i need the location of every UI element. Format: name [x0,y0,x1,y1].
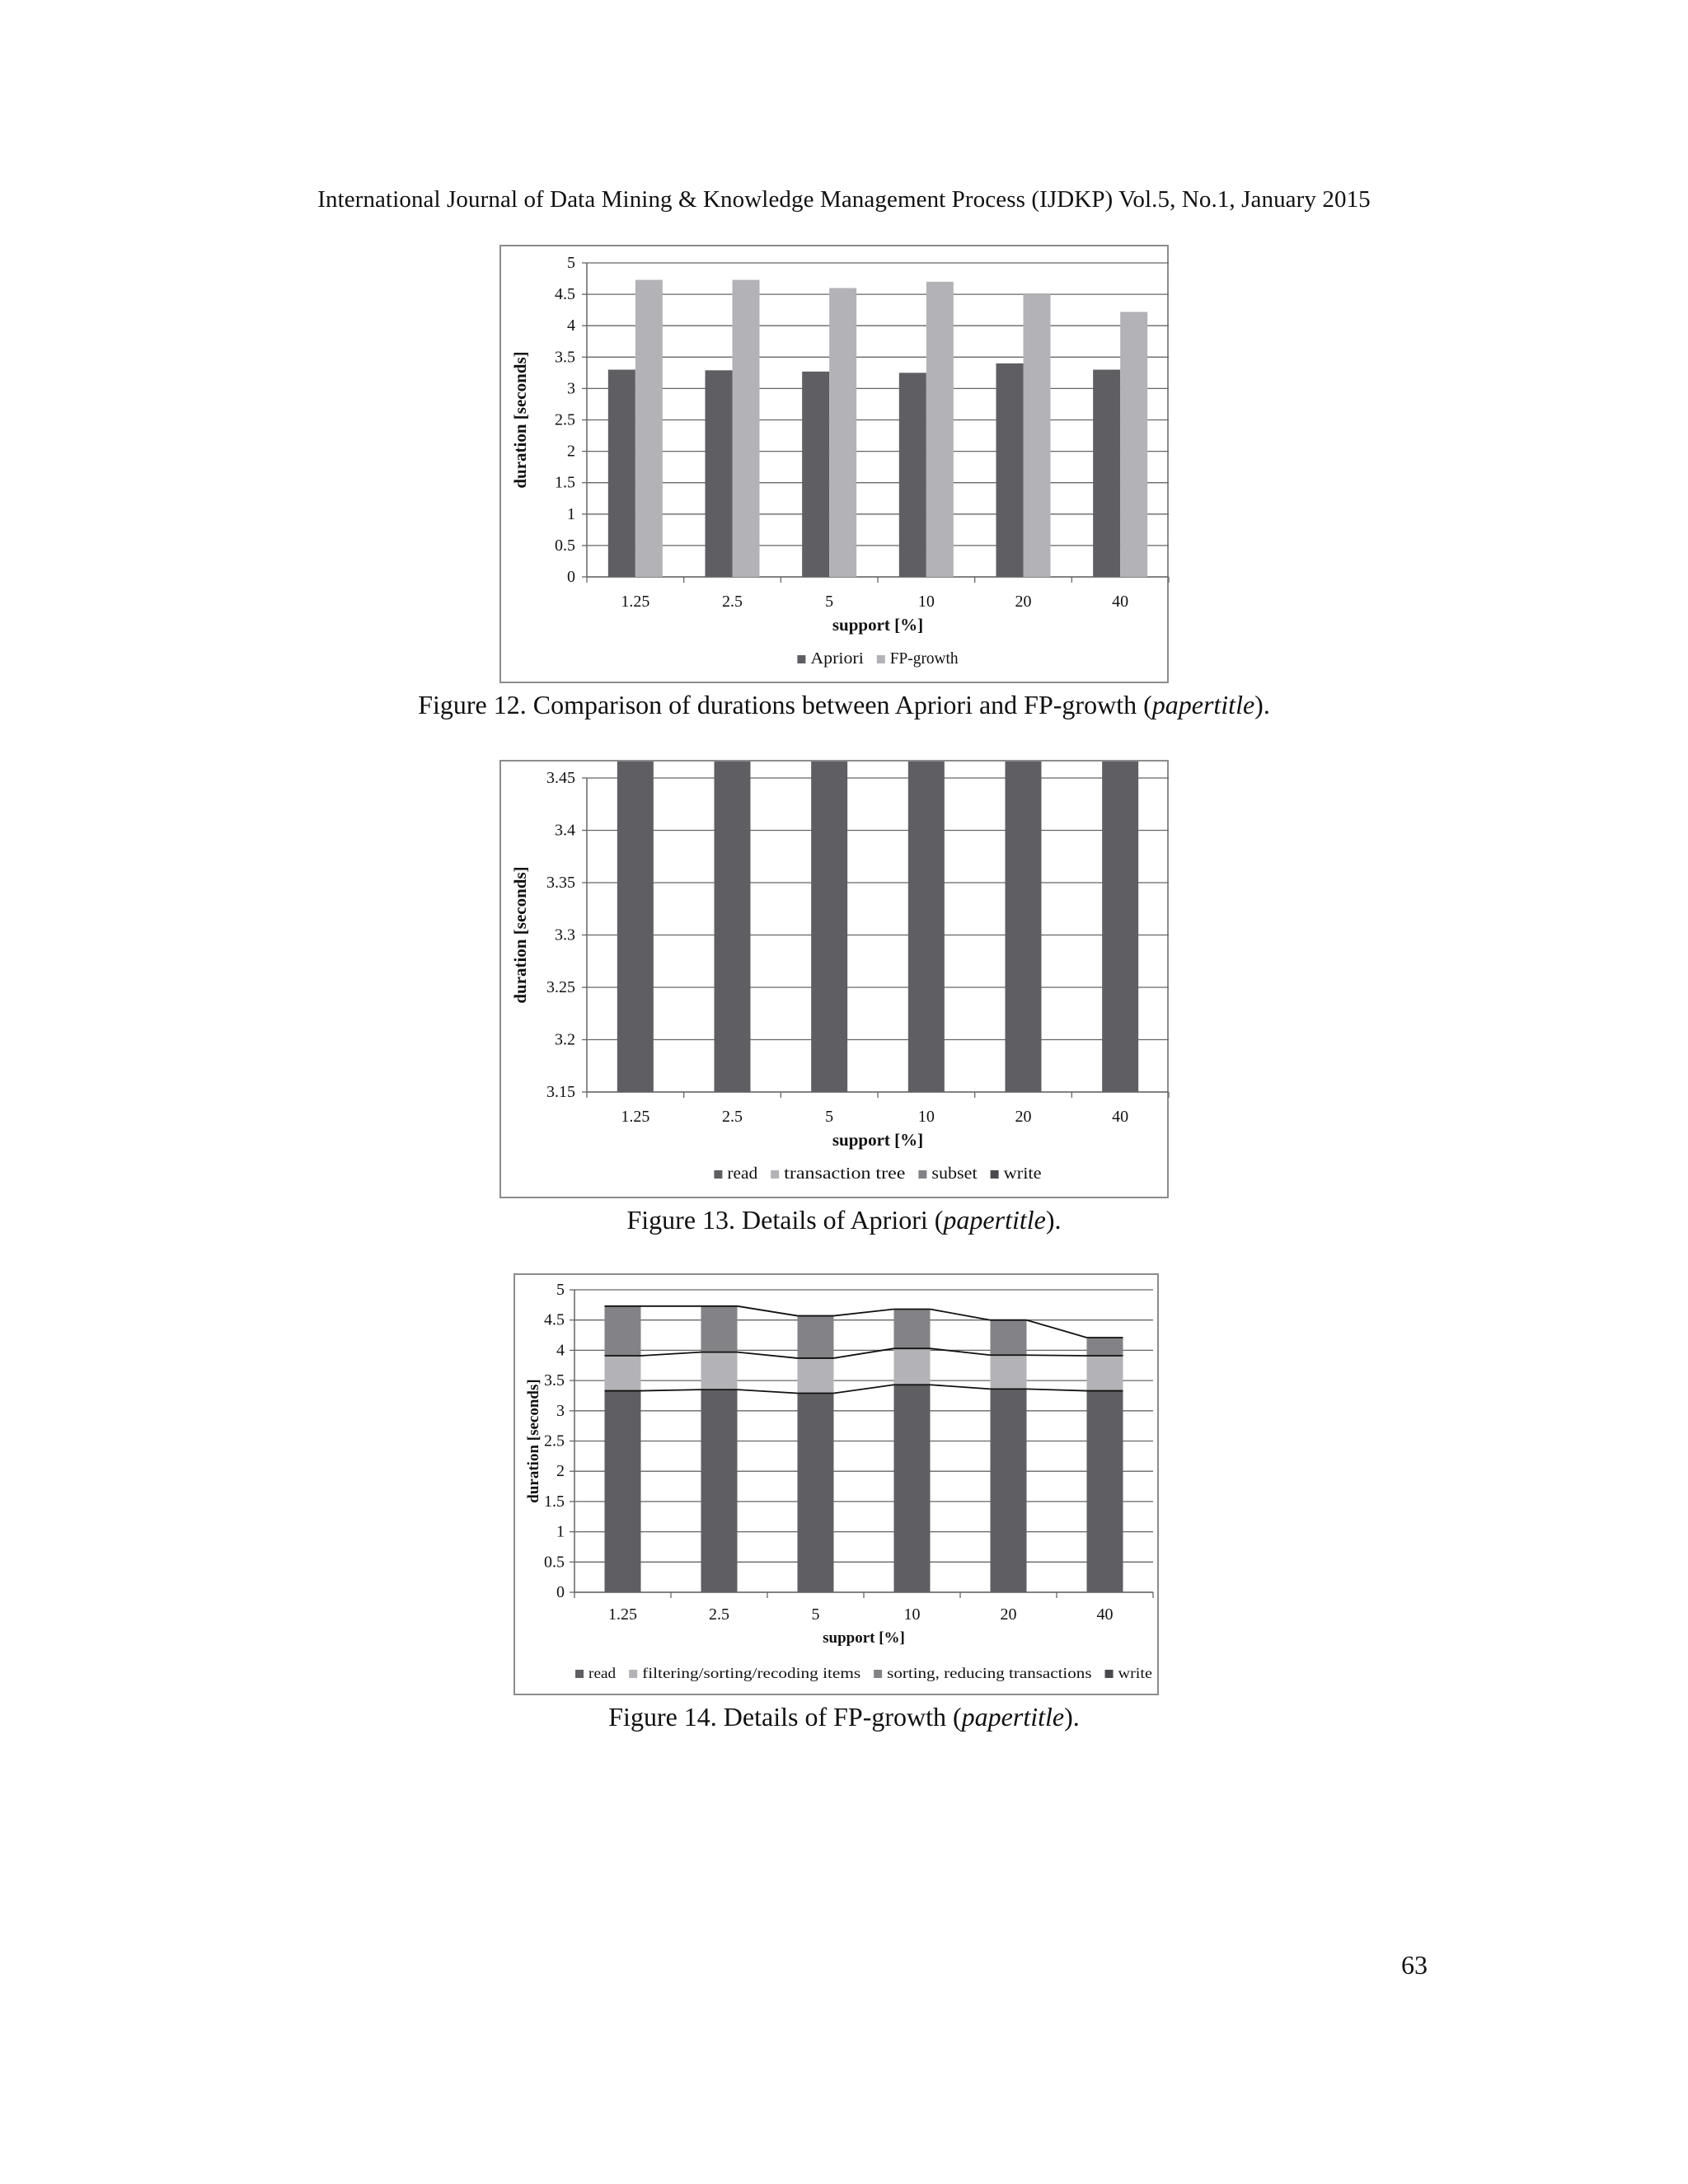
legend-label: FP-growth [889,649,959,668]
legend-swatch [575,1670,584,1678]
x-tick-label: 40 [1112,593,1129,611]
bar-fp-growth [926,282,954,577]
y-tick-label: 3.15 [546,1083,575,1101]
y-tick-label: 3.25 [546,978,575,996]
bar-segment-read [715,762,751,1092]
series-connector-line [834,1309,894,1315]
y-tick-label: 0 [567,568,575,586]
y-axis-title: duration [seconds] [510,351,530,489]
y-tick-label: 3.5 [555,348,575,367]
figure-13-chart [499,760,1169,1198]
y-tick-label: 4 [567,316,575,335]
x-tick-label: 5 [825,593,834,611]
x-tick-label: 10 [917,593,935,611]
y-tick-label: 0.5 [555,536,575,555]
bar-segment-read [1102,762,1138,1092]
x-tick-label: 1.25 [608,1605,637,1624]
bar-segment-sorting-reducing-transactions [991,1320,1027,1356]
legend-swatch [629,1670,637,1678]
y-tick-label: 3.2 [555,1030,575,1049]
x-tick-label: 5 [825,1108,834,1126]
legend-swatch [918,1170,926,1179]
legend-label: read [588,1665,617,1681]
x-tick-label: 2.5 [709,1605,729,1624]
journal-header: International Journal of Data Mining & Knowledge Management Process (IJDKP) Vol.5, No.1, January 2015 [317,186,1371,213]
bar-segment-filtering-sorting-recoding-items [701,1352,738,1390]
chart-legend [797,649,958,668]
figure-13-caption [0,1205,1688,1235]
legend-swatch [714,1170,722,1179]
bar-segment-sorting-reducing-transactions [701,1306,738,1352]
y-tick-label: 1 [567,504,575,523]
page-number: 63 [1401,1950,1428,1980]
legend-swatch [797,655,805,663]
series-connector-line [1027,1320,1087,1338]
bar-segment-read [798,1394,834,1592]
x-tick-label: 10 [917,1108,935,1126]
bar-segment-read [617,762,654,1092]
x-tick-label: 2.5 [722,593,743,611]
caption-italic: papertitle [943,1205,1046,1235]
y-tick-label: 1.5 [544,1492,565,1511]
y-tick-label: 2 [556,1462,565,1481]
x-tick-label: 40 [1096,1605,1114,1624]
bar-segment-filtering-sorting-recoding-items [1087,1356,1123,1391]
bar-segment-read [894,1385,931,1592]
chart-legend [575,1665,1152,1681]
y-tick-label: 3.5 [544,1371,565,1390]
bar-fp-growth [635,280,663,577]
caption-italic: papertitle [961,1702,1065,1732]
series-connector-line [738,1390,798,1393]
y-tick-label: 2 [567,442,575,461]
y-tick-label: 0 [556,1583,565,1601]
x-tick-label: 20 [1000,1605,1017,1624]
bar-segment-sorting-reducing-transactions [605,1306,641,1356]
y-tick-label: 5 [556,1281,565,1299]
y-tick-label: 4.5 [555,285,575,304]
legend-label: sorting, reducing transactions [887,1665,1092,1681]
caption-suffix: ). [1045,1205,1062,1235]
figure-14-chart [513,1273,1159,1695]
x-tick-label: 5 [811,1605,820,1624]
caption-suffix: ). [1064,1702,1080,1732]
bar-segment-read [991,1389,1027,1592]
y-tick-label: 3 [556,1401,565,1420]
bar-segment-filtering-sorting-recoding-items [605,1356,641,1391]
legend-label: write [1003,1165,1042,1183]
figure-13-svg [501,762,1170,1200]
x-tick-label: 1.25 [621,593,650,611]
legend-label: subset [931,1165,978,1183]
figure-14-svg [515,1275,1160,1697]
bar-apriori [996,363,1024,577]
bar-segment-sorting-reducing-transactions [1087,1338,1123,1356]
x-axis-title: support [%] [823,1629,905,1647]
series-connector-line [834,1385,894,1393]
legend-label: write [1118,1665,1152,1681]
figure-12-caption [0,690,1688,720]
legend-swatch [991,1170,999,1179]
series-connector-line [1027,1389,1087,1390]
series-connector-line [931,1348,991,1355]
y-tick-label: 3.4 [555,821,575,840]
y-tick-label: 4 [556,1341,565,1360]
x-tick-label: 10 [903,1605,921,1624]
y-tick-label: 4.5 [544,1310,565,1329]
y-tick-label: 3.35 [546,874,575,892]
caption-prefix: Figure 12. Comparison of durations between Apriori and FP-growth ( [418,690,1152,719]
bar-segment-filtering-sorting-recoding-items [991,1355,1027,1389]
bar-apriori [1093,370,1120,577]
x-tick-label: 2.5 [722,1108,743,1126]
legend-swatch [874,1670,882,1678]
legend-swatch [771,1170,779,1179]
bar-segment-filtering-sorting-recoding-items [894,1348,931,1385]
bar-apriori [899,373,926,577]
bar-segment-sorting-reducing-transactions [894,1309,931,1348]
series-connector-line [931,1385,991,1389]
bar-segment-sorting-reducing-transactions [798,1316,834,1358]
x-tick-label: 1.25 [621,1108,650,1126]
y-tick-label: 1.5 [555,473,575,492]
legend-label: filtering/sorting/recoding items [642,1665,861,1681]
x-tick-label: 20 [1015,593,1032,611]
y-tick-label: 0.5 [544,1553,565,1572]
caption-suffix: ). [1254,690,1270,719]
figure-12-svg [501,246,1170,685]
bar-segment-read [605,1391,641,1592]
y-tick-label: 1 [556,1522,565,1541]
series-connector-line [641,1352,701,1356]
bar-apriori [706,370,733,577]
y-tick-label: 3.45 [546,769,575,787]
bar-segment-read [1006,762,1042,1092]
bar-apriori [802,372,829,577]
legend-label: transaction tree [784,1165,906,1183]
x-tick-label: 20 [1015,1108,1032,1126]
x-axis-title: support [%] [832,1130,924,1150]
bar-fp-growth [733,280,760,577]
x-tick-label: 40 [1112,1108,1129,1126]
y-tick-label: 2.5 [555,410,575,429]
caption-prefix: Figure 14. Details of FP-growth ( [608,1702,962,1732]
legend-swatch [877,655,885,663]
chart-legend [714,1165,1041,1183]
series-connector-line [1027,1355,1087,1356]
bar-segment-read [908,762,945,1092]
y-tick-label: 3.3 [555,926,575,944]
series-connector-line [738,1306,798,1316]
bar-fp-growth [1120,312,1147,577]
bar-fp-growth [1024,294,1051,577]
y-tick-label: 3 [567,379,575,398]
x-axis-title: support [%] [832,615,924,635]
bar-segment-read [701,1390,738,1592]
y-axis-title: duration [seconds] [525,1379,542,1503]
series-connector-line [738,1352,798,1358]
legend-swatch [1105,1670,1114,1678]
series-connector-line [931,1309,991,1319]
bar-segment-read [1087,1391,1123,1592]
bar-fp-growth [829,288,856,577]
bar-segment-read [811,762,847,1092]
caption-prefix: Figure 13. Details of Apriori ( [626,1205,944,1235]
bar-apriori [608,370,635,577]
y-tick-label: 5 [567,254,575,272]
figure-14-caption [0,1702,1688,1732]
y-tick-label: 2.5 [544,1432,565,1451]
bar-segment-filtering-sorting-recoding-items [798,1358,834,1394]
caption-italic: papertitle [1151,690,1255,719]
figure-12-chart [499,245,1169,683]
legend-label: read [727,1165,758,1183]
y-axis-title: duration [seconds] [510,866,530,1004]
legend-label: Apriori [810,649,865,668]
